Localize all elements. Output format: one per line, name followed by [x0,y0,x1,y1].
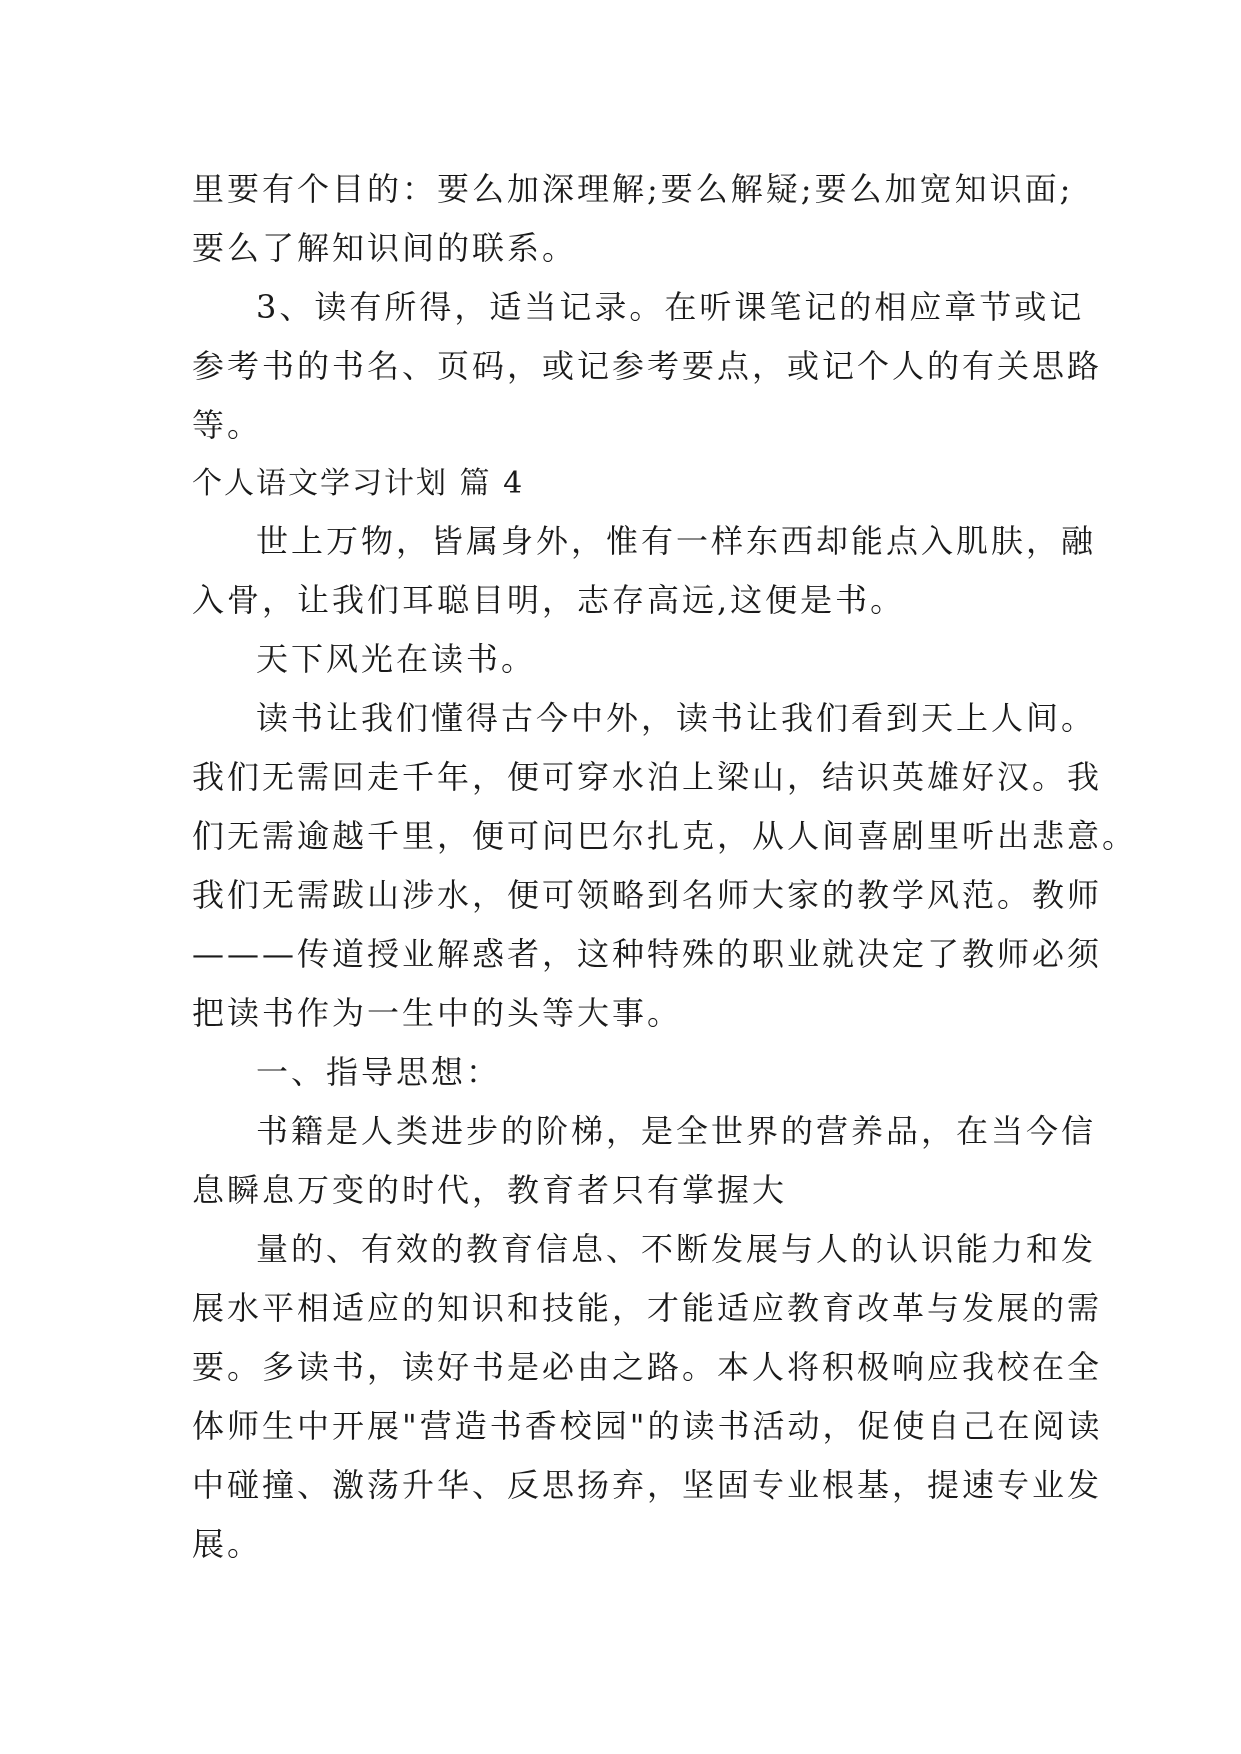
text-line: 把读书作为一生中的头等大事。 [192,994,683,1032]
text-line: 等。 [192,406,263,444]
text-line: 里要有个目的：要么加深理解;要么解疑;要么加宽知识面; [192,170,1074,208]
text-line: 们无需逾越千里，便可问巴尔扎克，从人间喜剧里听出悲意。 [192,817,1138,855]
text-line: 展水平相适应的知识和技能，才能适应教育改革与发展的需 [192,1289,1103,1327]
text-line: 量的、有效的教育信息、不断发展与人的认识能力和发 [256,1230,1097,1268]
text-line: 3、读有所得，适当记录。在听课笔记的相应章节或记 [256,288,1085,326]
text-line: 展。 [192,1525,263,1563]
text-line: 天下风光在读书。 [256,640,537,678]
text-line: 参考书的书名、页码，或记参考要点，或记个人的有关思路 [192,347,1103,385]
text-line: 我们无需回走千年，便可穿水泊上梁山，结识英雄好汉。我 [192,758,1103,796]
text-line: 书籍是人类进步的阶梯，是全世界的营养品，在当今信 [256,1112,1097,1150]
text-line: 中碰撞、激荡升华、反思扬弃，坚固专业根基，提速专业发 [192,1466,1103,1504]
text-line: 体师生中开展"营造书香校园"的读书活动，促使自己在阅读 [192,1407,1103,1445]
text-line: 息瞬息万变的时代，教育者只有掌握大 [192,1171,788,1209]
text-line: 一、指导思想： [256,1053,502,1091]
section-heading: 个人语文学习计划 篇 4 [192,466,525,501]
document-body [192,160,1138,1574]
text-line: ———传道授业解惑者，这种特殊的职业就决定了教师必须 [192,935,1103,973]
text-line: 要。多读书，读好书是必由之路。本人将积极响应我校在全 [192,1348,1103,1386]
text-line: 要么了解知识间的联系。 [192,229,578,267]
text-line: 我们无需跋山涉水，便可领略到名师大家的教学风范。教师 [192,876,1103,914]
text-line: 入骨，让我们耳聪目明，志存高远,这便是书。 [192,581,906,619]
text-line: 读书让我们懂得古今中外，读书让我们看到天上人间。 [256,699,1097,737]
text-line: 世上万物，皆属身外，惟有一样东西却能点入肌肤，融 [256,522,1097,560]
